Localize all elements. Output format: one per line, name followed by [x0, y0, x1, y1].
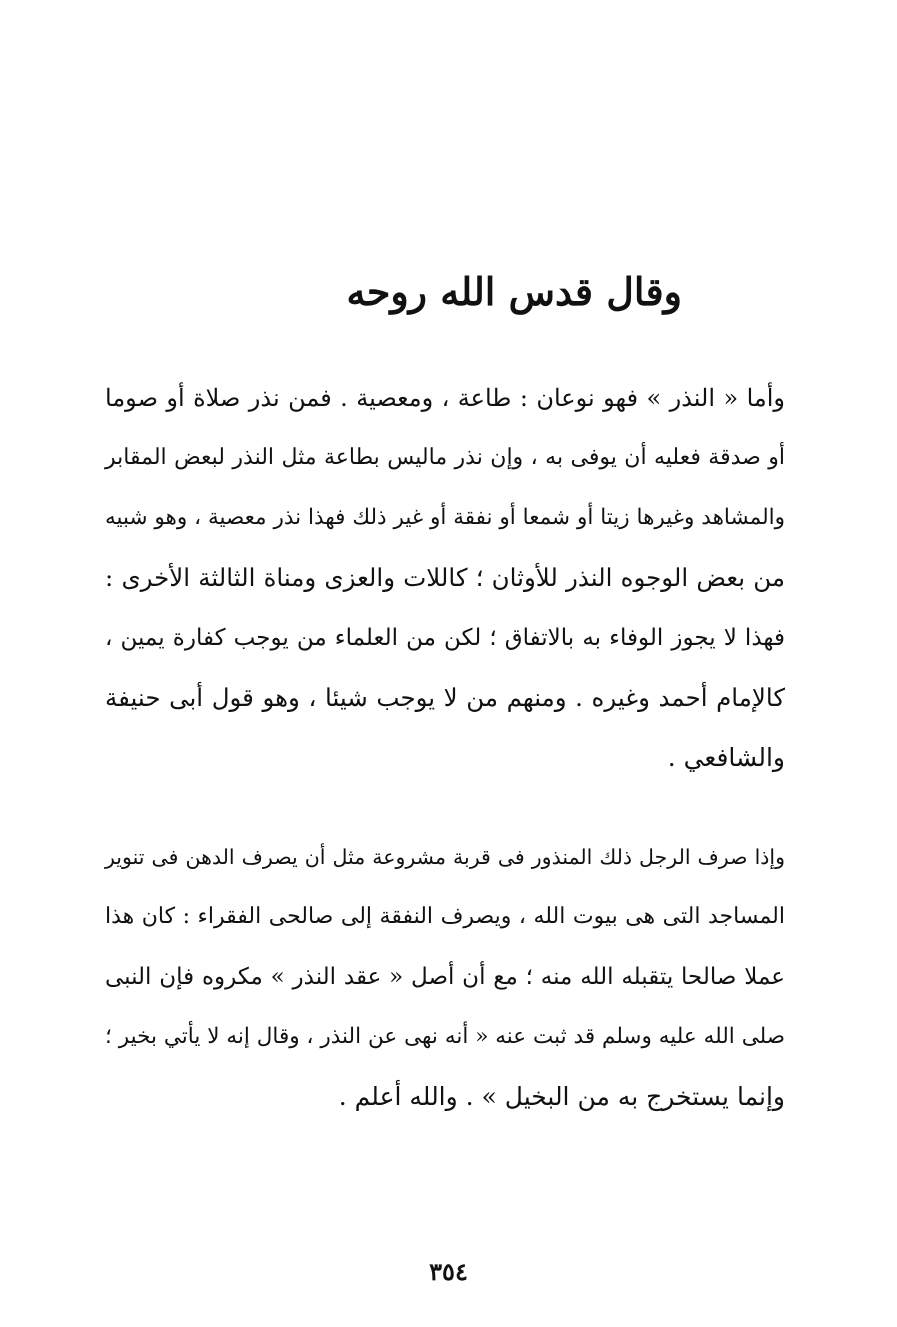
text-line: أو صدقة فعليه أن يوفى به ، وإن نذر ماليس بطاعة مثل النذر لبعض المقابر — [105, 445, 785, 470]
section-heading: وقال قدس الله روحه — [346, 269, 682, 314]
paragraph-1 — [105, 368, 785, 788]
text-line: صلى الله عليه وسلم قد ثبت عنه « أنه نهى عن النذر ، وقال إنه لا يأتي بخير ؛ — [105, 1024, 785, 1049]
text-line: وإذا صرف الرجل ذلك المنذور فى قربة مشروعة مثل أن يصرف الدهن فى تنوير — [105, 845, 785, 869]
paragraph-2 — [105, 827, 785, 1127]
text-line: وأما « النذر » فهو نوعان : طاعة ، ومعصية . فمن نذر صلاة أو صوما — [105, 384, 785, 412]
text-line: وإنما يستخرج به من البخيل » . والله أعلم . — [338, 1082, 785, 1111]
text-line: كالإمام أحمد وغيره . ومنهم من لا يوجب شيئا ، وهو قول أبى حنيفة — [105, 683, 785, 712]
text-line: عملا صالحا يتقبله الله منه ؛ مع أن أصل « عقد النذر » مكروه فإن النبى — [105, 964, 785, 990]
text-line: والشافعي . — [667, 743, 785, 772]
text-line: فهذا لا يجوز الوفاء به بالاتفاق ؛ لكن من العلماء من يوجب كفارة يمين ، — [105, 625, 785, 651]
page-number: ٣٥٤ — [429, 1257, 468, 1286]
text-line: والمشاهد وغيرها زيتا أو شمعا أو نفقة أو غير ذلك فهذا نذر معصية ، وهو شبيه — [105, 505, 785, 530]
text-line: المساجد التى هى بيوت الله ، ويصرف النفقة إلى صالحى الفقراء : كان هذا — [105, 904, 785, 929]
text-line: من بعض الوجوه النذر للأوثان ؛ كاللات والعزى ومناة الثالثة الأخرى : — [105, 563, 785, 592]
